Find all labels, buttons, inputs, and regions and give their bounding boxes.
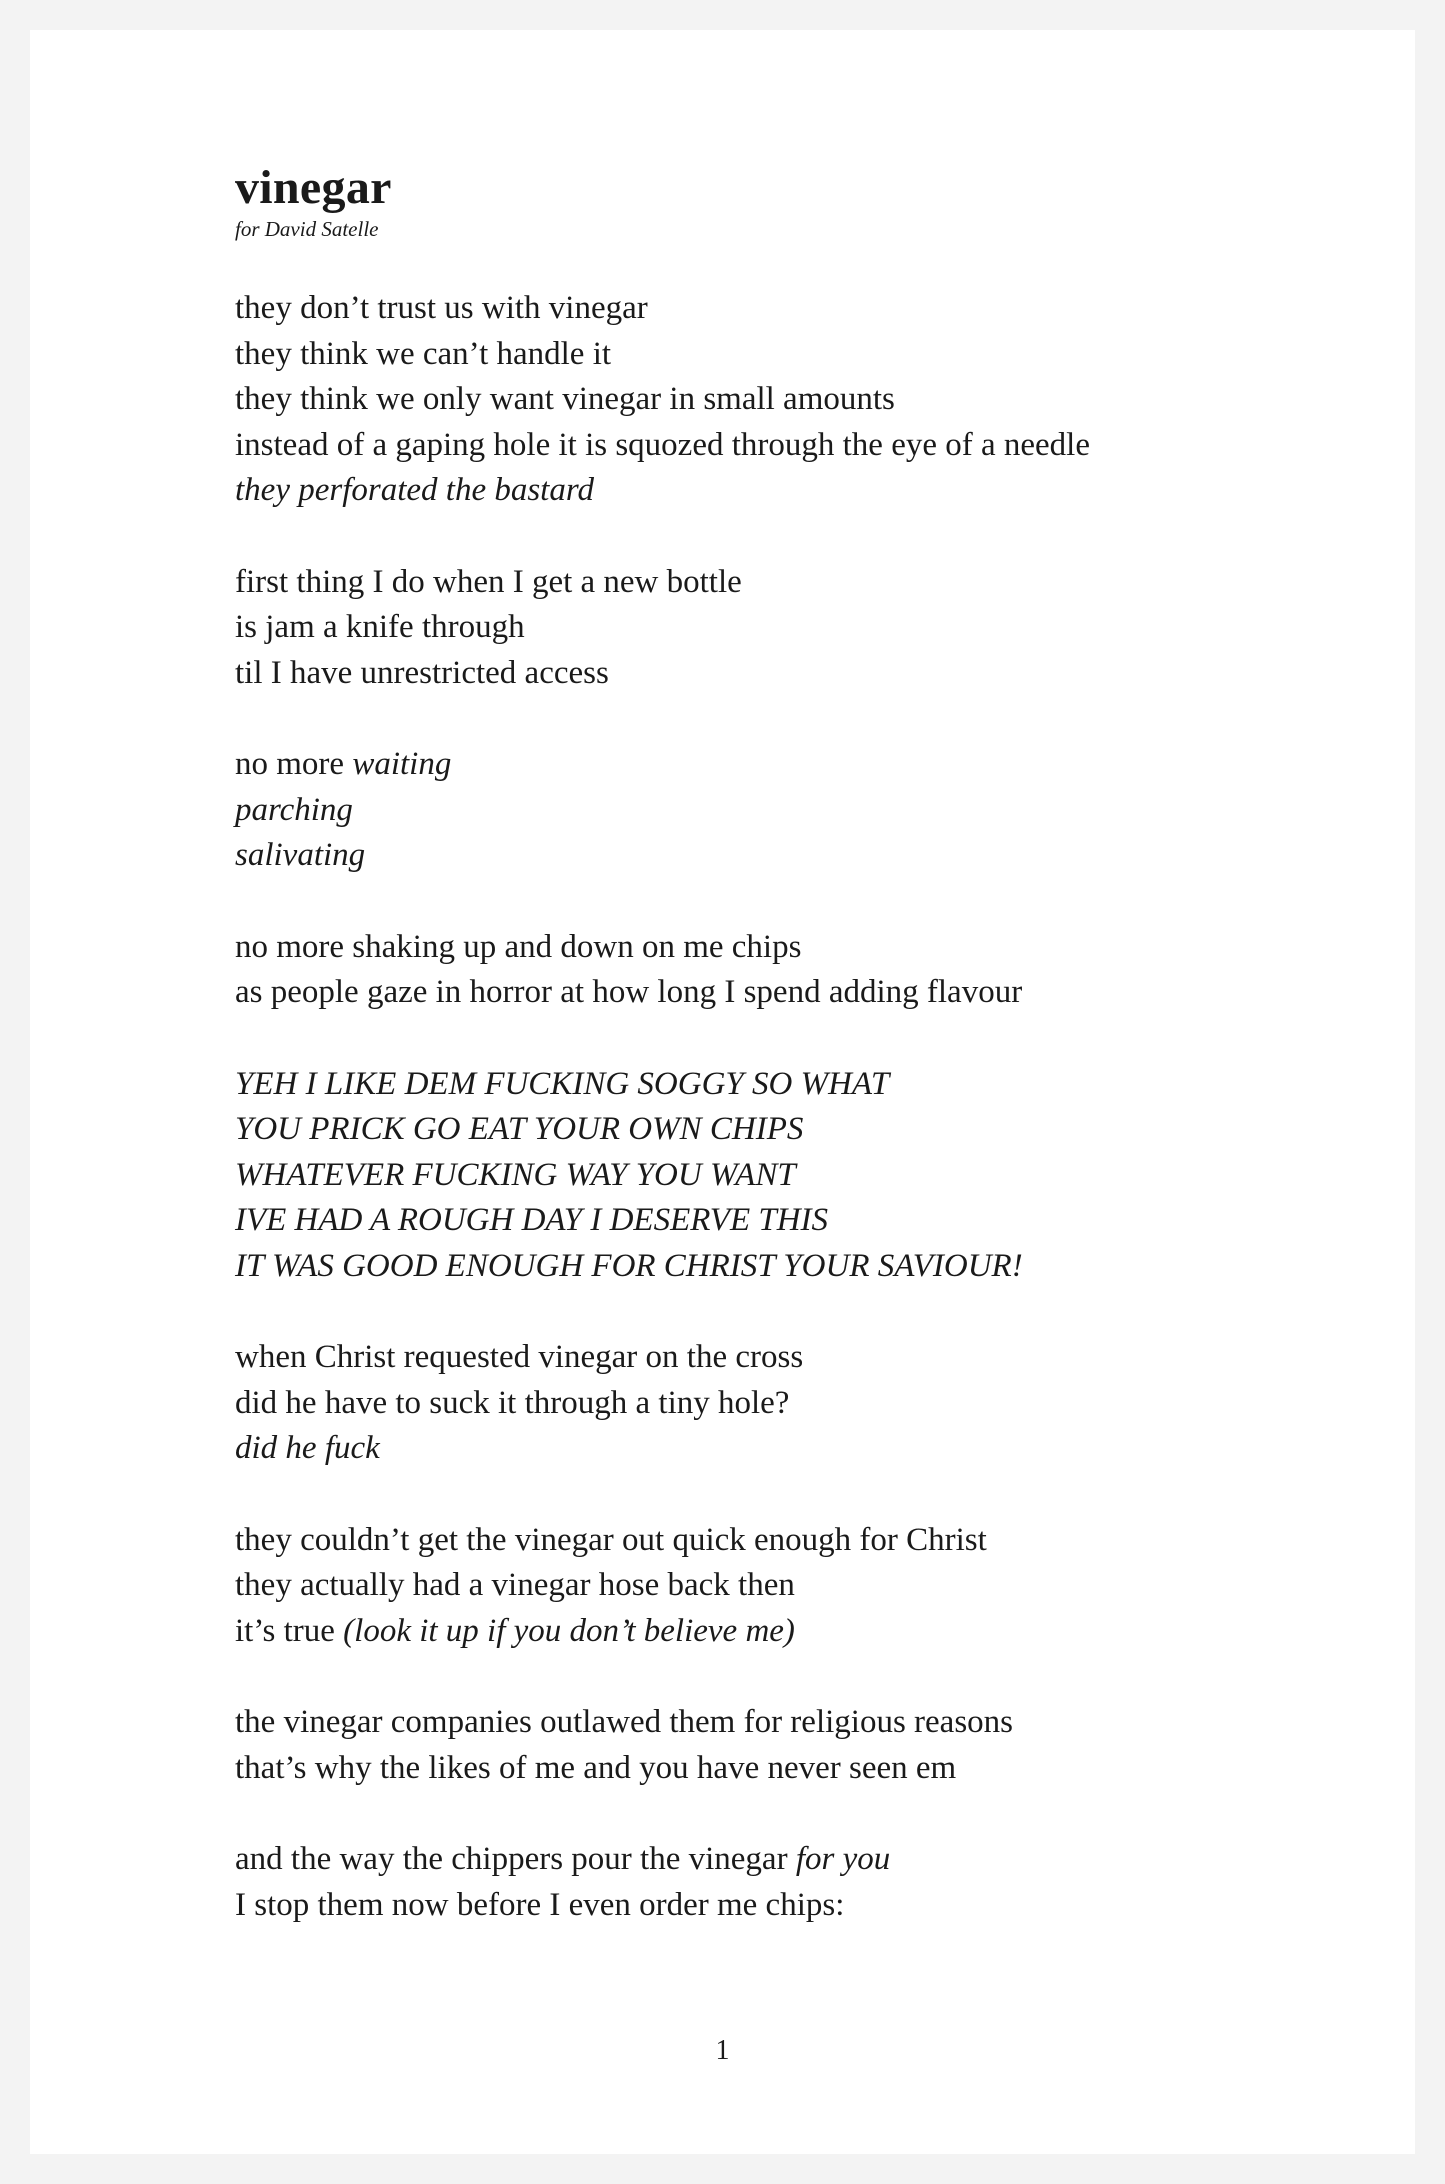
stanza-7 xyxy=(235,1518,1385,1655)
poem-line xyxy=(235,1837,1385,1883)
poem-line: they think we only want vinegar in small amounts xyxy=(235,381,895,417)
stanza-1 xyxy=(235,286,1385,514)
poem-line-italic: salivating xyxy=(235,837,366,873)
page-number: 1 xyxy=(715,2035,730,2066)
poem-text: no more xyxy=(235,746,353,782)
poem-text: and the way the chippers pour the vinegar xyxy=(235,1841,796,1877)
poem-line xyxy=(235,1609,1385,1655)
stanza-5 xyxy=(235,1062,1385,1290)
poem-line-italic: parching xyxy=(235,791,353,828)
stanza-8 xyxy=(235,1700,1385,1791)
poem-line: they couldn’t get the vinegar out quick enough for Christ xyxy=(235,1521,987,1558)
poem-line-italic: WHATEVER FUCKING WAY YOU WANT xyxy=(235,1156,796,1193)
poem-line: first thing I do when I get a new bottle xyxy=(235,563,742,600)
poem-text-italic: for you xyxy=(795,1841,891,1877)
poem-line: I stop them now before I even order me chips: xyxy=(235,1886,845,1923)
poem-line-italic: did he fuck xyxy=(235,1430,380,1466)
stanza-3 xyxy=(235,742,1385,879)
poem-line-italic: YEH I LIKE DEM FUCKING SOGGY SO WHAT xyxy=(235,1065,890,1102)
poem-line xyxy=(235,742,1385,788)
poem-line: did he have to suck it through a tiny hole? xyxy=(235,1384,790,1421)
poem-line: is jam a knife through xyxy=(235,609,525,645)
poem-line-italic: they perforated the bastard xyxy=(235,472,594,508)
poem-line-italic: IVE HAD A ROUGH DAY I DESERVE THIS xyxy=(235,1202,829,1238)
poem-line-italic: YOU PRICK GO EAT YOUR OWN CHIPS xyxy=(235,1111,804,1147)
poem-line: no more shaking up and down on me chips xyxy=(235,928,802,965)
stanza-4 xyxy=(235,925,1385,1016)
poem-line: the vinegar companies outlawed them for religious reasons xyxy=(235,1704,1014,1740)
poem-line: as people gaze in horror at how long I spend adding flavour xyxy=(235,974,1023,1010)
stanza-9 xyxy=(235,1837,1385,1928)
poem-line: they actually had a vinegar hose back then xyxy=(235,1567,795,1603)
poem-line-italic: IT WAS GOOD ENOUGH FOR CHRIST YOUR SAVIOUR! xyxy=(235,1247,1023,1284)
poem-line: they think we can’t handle it xyxy=(235,335,612,372)
poem-line: that’s why the likes of me and you have never seen em xyxy=(235,1749,957,1786)
poem-line: when Christ requested vinegar on the cross xyxy=(235,1339,804,1375)
poem-text: it’s true xyxy=(235,1612,344,1649)
poem-text-italic: (look it up if you don’t believe me) xyxy=(343,1612,795,1649)
poem xyxy=(235,160,1385,1974)
poem-line: til I have unrestricted access xyxy=(235,654,609,691)
poem-line: instead of a gaping hole it is squozed through the eye of a needle xyxy=(235,426,1090,463)
poem-dedication: for David Satelle xyxy=(235,217,379,241)
poem-title: vinegar xyxy=(235,161,392,214)
page xyxy=(30,30,1415,2154)
stanza-2 xyxy=(235,560,1385,697)
poem-text-italic: waiting xyxy=(352,746,452,782)
stanza-6 xyxy=(235,1335,1385,1472)
poem-line: they don’t trust us with vinegar xyxy=(235,290,648,326)
